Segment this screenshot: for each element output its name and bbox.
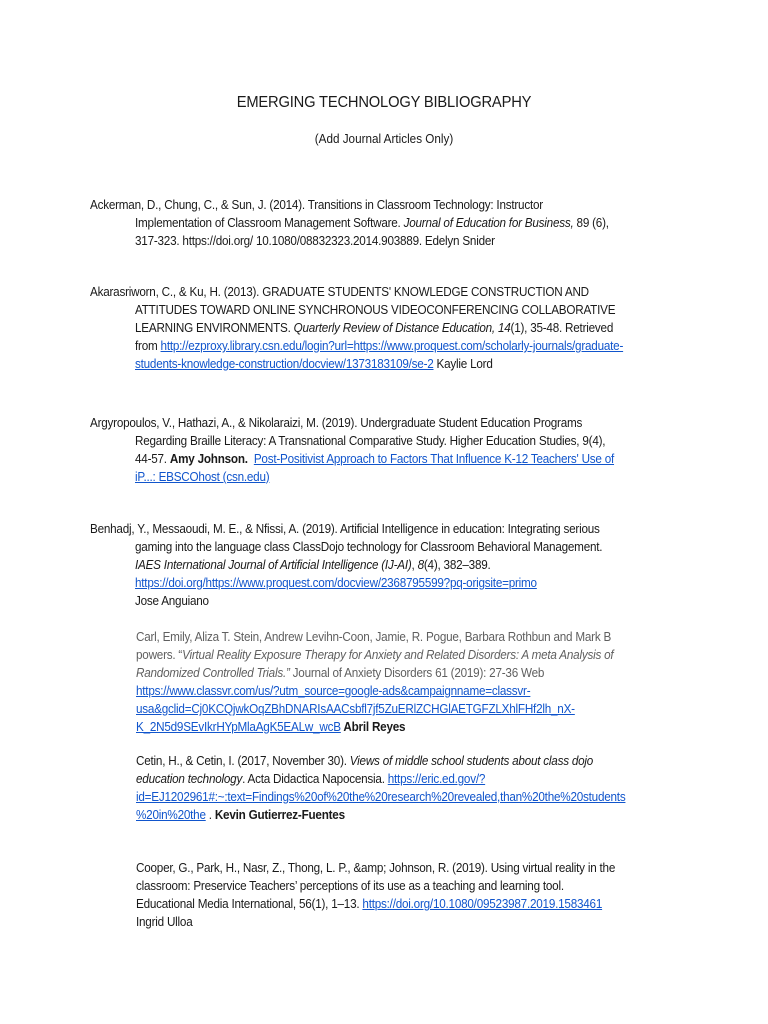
entry-text: Cooper, G., Park, H., Nasr, Z., Thong, L. P., &amp; Johnson, R. (2019). Using virtual reality in the [136, 860, 616, 875]
article-link[interactable]: https://doi.org/10.1080/09523987.2019.1583461 [362, 896, 603, 911]
contributor-name: Kaylie Lord [433, 356, 493, 371]
article-title: education technology [136, 771, 243, 786]
entry-text [136, 682, 613, 700]
entry-text: 44-57. Amy Johnson. Post-Positivist Approach to Factors That Influence K-12 Teachers' Use of [135, 451, 615, 466]
article-link[interactable]: https://eric.ed.gov/? [387, 771, 486, 786]
entry-text [136, 700, 613, 718]
entry-text: Akarasriworn, C., & Ku, H. (2013). GRADUATE STUDENTS' KNOWLEDGE CONSTRUCTION AND [90, 284, 589, 299]
entry-text [136, 718, 613, 736]
entry-text: Regarding Braille Literacy: A Transnational Comparative Study. Higher Education Studies, 9(4), [135, 433, 606, 448]
article-link[interactable]: https://doi.org/https://www.proquest.com/docview/2368795599?pq-origsite=primo [135, 575, 537, 590]
article-link[interactable]: https://www.classvr.com/us/?utm_source=google-ads&campaignname=classvr- [136, 683, 531, 698]
entry-text: IAES International Journal of Artificial Intelligence (IJ-AI), 8(4), 382–389. [135, 557, 491, 572]
document-subtitle: (Add Journal Articles Only) [314, 131, 454, 146]
article-title: Views of middle school students about class dojo [349, 753, 594, 768]
entry-text [90, 468, 614, 486]
entry-text: Cetin, H., & Cetin, I. (2017, November 30). Views of middle school students about class dojo [136, 753, 594, 768]
entry-text: powers. “Virtual Reality Exposure Therapy for Anxiety and Related Disorders: A meta Analysis of [136, 647, 614, 662]
article-title: Virtual Reality Exposure Therapy for Anxiety and Related Disorders: A meta Analysis of [182, 647, 614, 662]
entry-text: Implementation of Classroom Management Software. Journal of Education for Business, 89 (6), [135, 215, 609, 230]
entry-text: Educational Media International, 56(1), 1–13. https://doi.org/10.1080/09523987.2019.1583461 [136, 896, 603, 911]
contributor-name: Abril Reyes [340, 719, 406, 734]
bibliography-entry [136, 628, 613, 736]
entry-text: classroom: Preservice Teachers’ perceptions of its use as a teaching and learning tool. [136, 878, 564, 893]
article-title: Randomized Controlled Trials.” [136, 665, 290, 680]
contributor-name: Amy Johnson. [169, 451, 248, 466]
bibliography-entry [90, 414, 614, 486]
article-link[interactable]: http://ezproxy.library.csn.edu/login?url=https://www.proquest.com/scholarly-journals/graduate- [160, 338, 624, 353]
document-title: EMERGING TECHNOLOGY BIBLIOGRAPHY [236, 94, 532, 111]
entry-text: Ackerman, D., Chung, C., & Sun, J. (2014). Transitions in Classroom Technology: Instructor [90, 197, 543, 212]
contributor-name: Kevin Gutierrez-Fuentes [214, 807, 345, 822]
article-link[interactable]: iP...: EBSCOhost (csn.edu) [135, 469, 270, 484]
entry-text: Randomized Controlled Trials.” Journal of Anxiety Disorders 61 (2019): 27-36 Web [136, 665, 545, 680]
entry-text [90, 574, 602, 592]
article-link[interactable]: students-knowledge-construction/docview/1373183109/se-2 [135, 356, 434, 371]
entry-text: Carl, Emily, Aliza T. Stein, Andrew Levihn-Coon, Jamie, R. Pogue, Barbara Rothbun and Mark B [136, 629, 612, 644]
entry-text: Argyropoulos, V., Hathazi, A., & Nikolaraizi, M. (2019). Undergraduate Student Education Programs [90, 415, 583, 430]
entry-text: LEARNING ENVIRONMENTS. Quarterly Review of Distance Education, 14(1), 35-48. Retrieved [135, 320, 614, 335]
journal-name: Journal of Education for Business, [403, 215, 574, 230]
article-link[interactable]: K_2N5d9SEvIkrHYpMlaAgK5EALw_wcB [136, 719, 341, 734]
entry-text: education technology. Acta Didactica Napocensia. https://eric.ed.gov/? [136, 771, 486, 786]
contributor-name: Ingrid Ulloa [136, 914, 193, 929]
entry-text: gaming into the language class ClassDojo technology for Classroom Behavioral Management. [135, 539, 603, 554]
bibliography-entry [90, 196, 609, 250]
bibliography-entry [136, 859, 615, 931]
entry-text: 317-323. https://doi.org/ 10.1080/08832323.2014.903889. Edelyn Snider [135, 233, 495, 248]
bibliography-entry [136, 752, 625, 824]
entry-text: %20in%20the . Kevin Gutierrez-Fuentes [136, 807, 345, 822]
entry-text: ATTITUDES TOWARD ONLINE SYNCHRONOUS VIDEOCONFERENCING COLLABORATIVE [135, 302, 616, 317]
article-link[interactable]: id=EJ1202961#:~:text=Findings%20of%20the%20research%20revealed,than%20the%20students [136, 789, 626, 804]
article-link[interactable]: %20in%20the [136, 807, 206, 822]
article-link[interactable]: usa&gclid=Cj0KCQjwkOqZBhDNARIsAACsbfl7jf5ZuERlZCHGlAETGFZLXhlFHf2lh_nX- [136, 701, 575, 716]
contributor-name: Jose Anguiano [135, 593, 209, 608]
entry-text: from http://ezproxy.library.csn.edu/login?url=https://www.proquest.com/scholarly-journals/graduate- [135, 338, 624, 353]
entry-text: Benhadj, Y., Messaoudi, M. E., & Nfissi, A. (2019). Artificial Intelligence in education: Integrating serious [90, 521, 600, 536]
journal-name: IAES International Journal of Artificial Intelligence (IJ-AI) [135, 557, 412, 572]
bibliography-entry [90, 283, 623, 373]
bibliography-entry [90, 520, 602, 610]
journal-name: Quarterly Review of Distance Education, 14 [293, 320, 511, 335]
entry-text [90, 355, 623, 373]
entry-text [136, 788, 625, 806]
article-link[interactable]: Post-Positivist Approach to Factors That Influence K-12 Teachers' Use of [253, 451, 615, 466]
